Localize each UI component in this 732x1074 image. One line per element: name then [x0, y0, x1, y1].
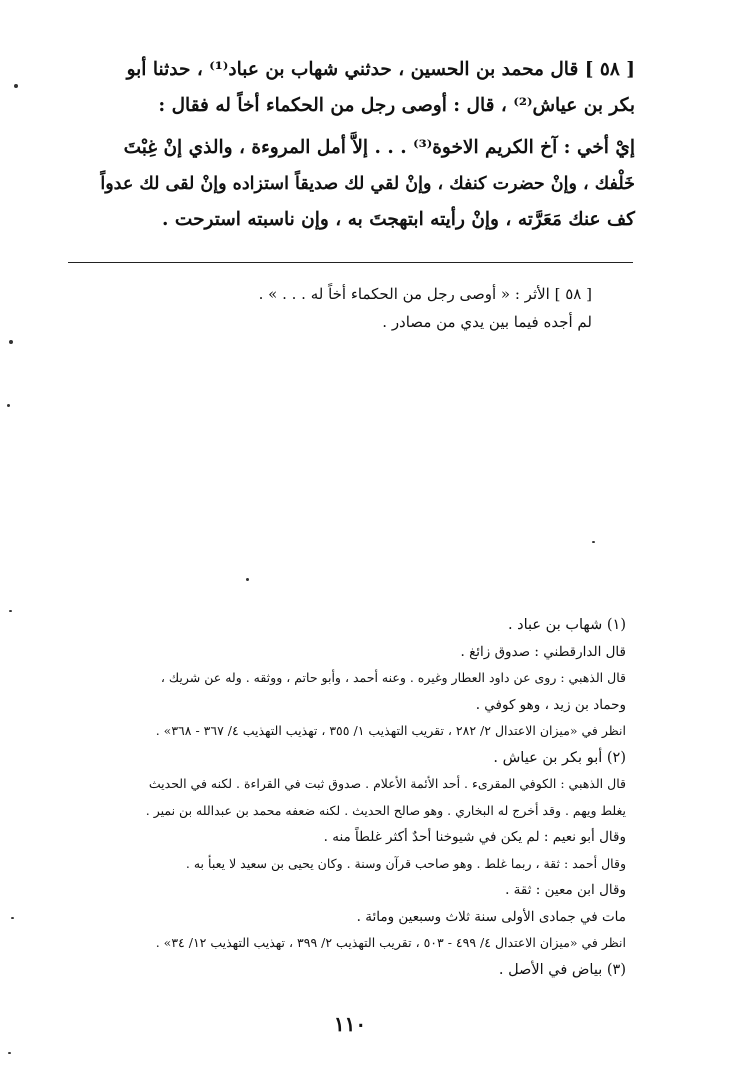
footnote-heading: (١) شهاب بن عباد .	[507, 617, 626, 633]
scan-speck	[14, 84, 18, 88]
footnote-line: قال الذهبي : الكوفي المقرىء . أحد الأئمة الأعلام . صدوق ثبت في القراءة . لكنه في الحديث	[148, 776, 626, 791]
footnote-line: مات في جمادى الأولى سنة ثلاث وسبعين ومائة .	[356, 908, 626, 925]
footnote-line: انظر في «ميزان الاعتدال ٢/ ٢٨٢ ، تقريب التهذيب ١/ ٣٥٥ ، تهذيب التهذيب ٤/ ٣٦٧ - ٣٦٨» .	[155, 723, 626, 738]
footnote-line: وحماد بن زيد ، وهو كوفي .	[475, 696, 626, 713]
footnote-line: قال الدارقطني : صدوق زائغ .	[460, 643, 626, 660]
scan-speck	[9, 340, 13, 344]
main-text-line: [ ٥٨ ] قال محمد بن الحسين ، حدثني شهاب بن عباد⁽¹⁾ ، حدثنا أبو	[126, 59, 635, 80]
scan-speck	[7, 404, 10, 407]
footnote-heading: (٢) أبو بكر بن عياش .	[493, 749, 626, 766]
footnotes-block	[66, 612, 626, 983]
scan-speck	[9, 610, 12, 612]
footnote-line: قال الذهبي : روى عن داود العطار وغيره . وعنه أحمد ، وأبو حاتم ، ووثقه . وله عن شريك ،	[160, 670, 626, 685]
main-text-line: إيْ أخي : آخ الكريم الاخوة⁽³⁾ . . . إلاَّ أمل المروءة ، والذي إنْ غِبْتَ	[123, 137, 635, 158]
main-text-block	[87, 52, 635, 238]
main-text-line: بكر بن عياش⁽²⁾ ، قال : أوصى رجل من الحكماء أخاً له فقال :	[158, 95, 635, 116]
footnote-line: وقال أبو نعيم : لم يكن في شيوخنا أحدٌ أكثر غلطاً منه .	[323, 829, 626, 845]
scan-speck	[11, 917, 14, 919]
page-number: ١١٠	[333, 1012, 367, 1036]
commentary-block	[92, 280, 592, 336]
scan-speck	[246, 578, 249, 581]
main-text-line: كف عنك مَعَرَّته ، وإنْ رأيته ابتهجتَ به ، وإن ناسبته استرحت .	[162, 209, 635, 230]
main-text-line: خَلْفك ، وإنْ حضرت كنفك ، وإنْ لقي لك صديقاً استزاده وإنْ لقى لك عدواً	[100, 174, 635, 194]
section-divider	[68, 262, 633, 263]
footnote-line: وقال ابن معين : ثقة .	[505, 882, 626, 898]
footnote-line: انظر في «ميزان الاعتدال ٤/ ٤٩٩ - ٥٠٣ ، تقريب التهذيب ٢/ ٣٩٩ ، تهذيب التهذيب ١٢/ ٣٤» .	[155, 935, 626, 950]
commentary-line: [ ٥٨ ] الأثر : « أوصى رجل من الحكماء أخاً له . . . » .	[258, 285, 592, 303]
scan-speck	[592, 541, 595, 543]
footnote-heading: (٣) بياض في الأصل .	[498, 961, 626, 978]
commentary-line: لم أجده فيما بين يدي من مصادر .	[382, 313, 592, 331]
scan-speck	[8, 1052, 11, 1054]
footnote-line: وقال أحمد : ثقة ، ربما غلط . وهو صاحب قرآن وسنة . وكان يحيى بن سعيد لا يعبأ به .	[185, 855, 626, 871]
footnote-line: يغلط ويهم . وقد أخرج له البخاري . وهو صالح الحديث . لكنه ضعفه محمد بن عبدالله بن نمير .	[145, 802, 626, 818]
